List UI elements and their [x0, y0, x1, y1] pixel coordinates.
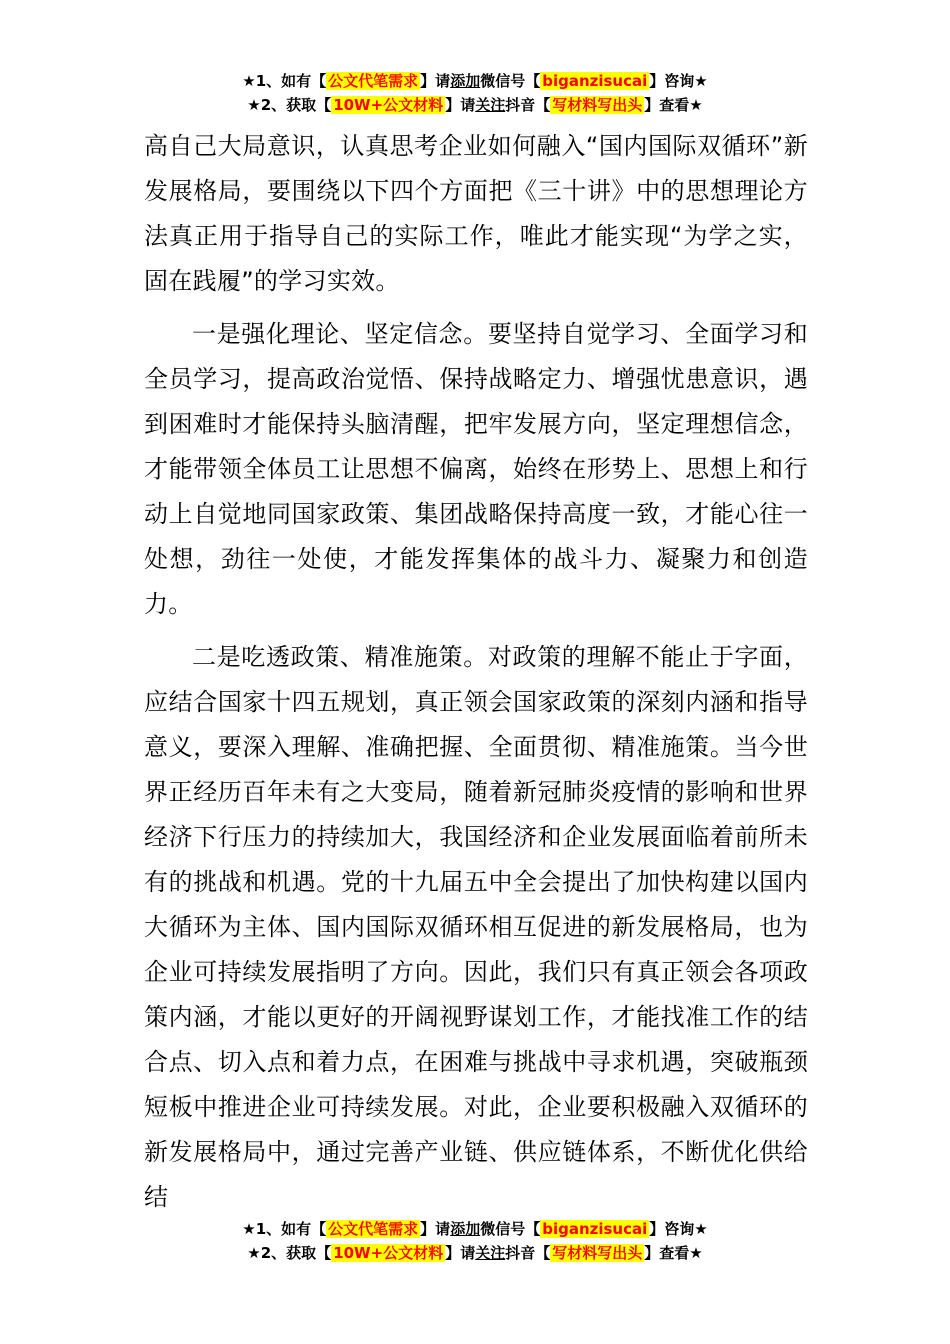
banner-highlight: 公文代笔需求	[328, 1220, 419, 1238]
banner-highlight: 10W+公文材料	[333, 96, 444, 114]
banner-text: 】查看★	[644, 96, 703, 114]
banner-text: 】请	[420, 1220, 451, 1238]
banner-text: ★2、获取【	[247, 1244, 332, 1262]
banner-text: 抖音【	[505, 1244, 551, 1262]
banner-highlight: 10W+公文材料	[333, 1244, 444, 1262]
banner-text: ★2、获取【	[247, 96, 332, 114]
banner-highlight: biganzisucai	[542, 72, 648, 90]
banner-line-2	[0, 93, 950, 117]
banner-underline: 添加	[450, 72, 481, 90]
banner-text: 微信号【	[480, 1220, 541, 1238]
banner-text: 】咨询★	[649, 1220, 708, 1238]
banner-highlight: 公文代笔需求	[328, 72, 419, 90]
banner-text: 】请	[420, 72, 451, 90]
banner-text: 】请	[445, 96, 476, 114]
paragraph-1: 一是强化理论、坚定信念。要坚持自觉学习、全面学习和全员学习，提高政治觉悟、保持战略定力、增强忧患意识，遇到困难时才能保持头脑清醒，把牢发展方向，坚定理想信念，才能带领全体员工让思想不偏离，始终在形势上、思想上和行动上自觉地同国家政策、集团战略保持高度一致，才能心往一处想，劲往一处使，才能发挥集体的战斗力、凝聚力和创造力。	[144, 320, 808, 618]
banner-text: 】咨询★	[649, 72, 708, 90]
document-body	[144, 124, 808, 1220]
banner-line-1	[0, 69, 950, 93]
paragraph-continuation: 高自己大局意识，认真思考企业如何融入“国内国际双循环”新发展格局，要围绕以下四个方面把《三十讲》中的思想理论方法真正用于指导自己的实际工作，唯此才能实现“为学之实，固在践履”的学习实效。	[144, 132, 808, 295]
banner-underline: 添加	[450, 1220, 481, 1238]
banner-underline: 关注	[475, 96, 506, 114]
banner-line-1	[0, 1217, 950, 1241]
banner-line-2	[0, 1241, 950, 1265]
banner-highlight: biganzisucai	[542, 1220, 648, 1238]
paragraph-2: 二是吃透政策、精准施策。对政策的理解不能止于字面，应结合国家十四五规划，真正领会国家政策的深刻内涵和指导意义，要深入理解、准确把握、全面贯彻、精准施策。当今世界正经历百年未有之大变局，随着新冠肺炎疫情的影响和世界经济下行压力的持续加大，我国经济和企业发展面临着前所未有的挑战和机遇。党的十九届五中全会提出了加快构建以国内大循环为主体、国内国际双循环相互促进的新发展格局，也为企业可持续发展指明了方向。因此，我们只有真正领会各项政策内涵，才能以更好的开阔视野谋划工作，才能找准工作的结合点、切入点和着力点，在困难与挑战中寻求机遇，突破瓶颈短板中推进企业可持续发展。对此，企业要积极融入双循环的新发展格局中，通过完善产业链、供应链体系，不断优化供给结	[144, 643, 808, 1211]
banner-text: 微信号【	[480, 72, 541, 90]
banner-text: 抖音【	[505, 96, 551, 114]
banner-text: ★1、如有【	[242, 72, 327, 90]
banner-highlight: 写材料写出头	[552, 1244, 643, 1262]
footer-banner	[0, 1217, 950, 1265]
banner-text: 】查看★	[644, 1244, 703, 1262]
header-banner	[0, 69, 950, 117]
banner-text: 】请	[445, 1244, 476, 1262]
banner-text: ★1、如有【	[242, 1220, 327, 1238]
banner-highlight: 写材料写出头	[552, 96, 643, 114]
banner-underline: 关注	[475, 1244, 506, 1262]
